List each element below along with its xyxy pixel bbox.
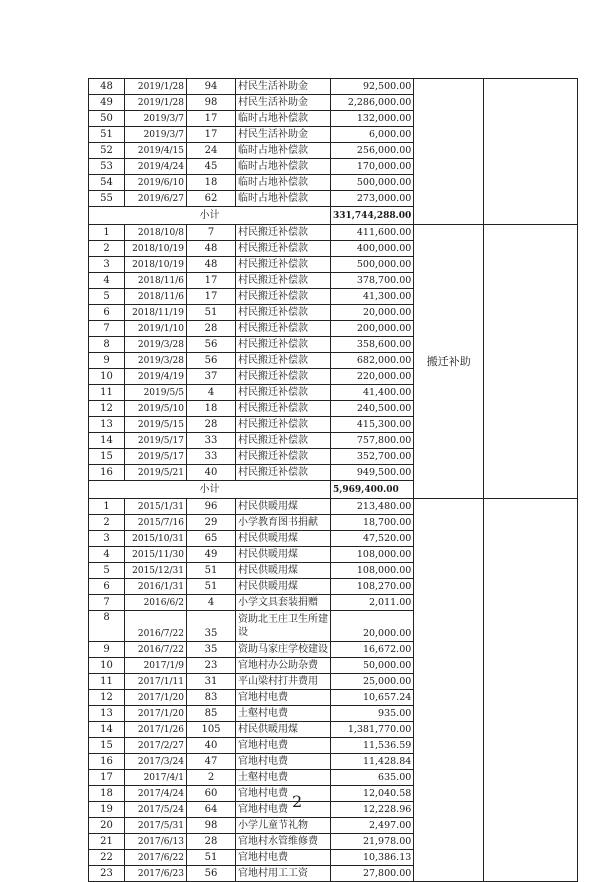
date-cell: 2015/7/16 [125,515,187,531]
voucher-number-cell: 60 [187,786,236,802]
date-cell: 2017/1/20 [125,690,187,706]
amount-cell: 757,800.00 [331,433,414,449]
amount-cell: 378,700.00 [331,273,414,289]
summary-cell: 官地村电费 [236,754,331,770]
amount-cell: 12,040.58 [331,786,414,802]
voucher-number-cell: 98 [187,818,236,834]
subtotal-label: 小计 [89,481,331,499]
amount-cell: 20,000.00 [331,305,414,321]
amount-cell: 92,500.00 [331,79,414,95]
amount-cell: 50,000.00 [331,658,414,674]
date-cell: 2019/6/27 [125,191,187,207]
summary-cell: 临时占地补偿款 [236,191,331,207]
amount-cell: 220,000.00 [331,369,414,385]
voucher-number-cell: 17 [187,289,236,305]
date-cell: 2015/11/30 [125,547,187,563]
date-cell: 2019/3/7 [125,127,187,143]
row-number-cell: 20 [89,818,125,834]
date-cell: 2016/6/2 [125,595,187,611]
summary-cell: 临时占地补偿款 [236,175,331,191]
row-number-cell: 51 [89,127,125,143]
row-number-cell: 5 [89,563,125,579]
amount-cell: 682,000.00 [331,353,414,369]
date-cell: 2017/1/26 [125,722,187,738]
row-number-cell: 52 [89,143,125,159]
voucher-number-cell: 51 [187,579,236,595]
summary-cell: 平山梁村打井费用 [236,674,331,690]
date-cell: 2018/10/19 [125,257,187,273]
row-number-cell: 54 [89,175,125,191]
summary-cell: 村民生活补助金 [236,127,331,143]
page-number: 2 [292,792,303,811]
voucher-number-cell: 56 [187,866,236,882]
date-cell: 2016/1/31 [125,579,187,595]
amount-cell: 20,000.00 [331,611,414,642]
amount-cell: 108,000.00 [331,547,414,563]
voucher-number-cell: 2 [187,770,236,786]
row-number-cell: 1 [89,499,125,515]
row-number-cell: 48 [89,79,125,95]
date-cell: 2019/4/19 [125,369,187,385]
row-number-cell: 6 [89,305,125,321]
amount-cell: 200,000.00 [331,321,414,337]
voucher-number-cell: 49 [187,547,236,563]
amount-cell: 12,228.96 [331,802,414,818]
voucher-number-cell: 51 [187,305,236,321]
table-row [89,225,578,241]
amount-cell: 411,600.00 [331,225,414,241]
voucher-number-cell: 28 [187,417,236,433]
row-number-cell: 3 [89,531,125,547]
amount-cell: 400,000.00 [331,241,414,257]
voucher-number-cell: 28 [187,834,236,850]
category-cell [414,499,484,882]
summary-cell: 村民生活补助金 [236,95,331,111]
row-number-cell: 21 [89,834,125,850]
summary-cell: 村民搬迁补偿款 [236,449,331,465]
summary-cell: 村民供暖用煤 [236,579,331,595]
voucher-number-cell: 48 [187,257,236,273]
voucher-number-cell: 18 [187,401,236,417]
voucher-number-cell: 28 [187,321,236,337]
subtotal-label: 小计 [89,207,331,225]
summary-cell: 村民搬迁补偿款 [236,401,331,417]
summary-cell: 官地村水管维修费 [236,834,331,850]
summary-cell: 村民供暖用煤 [236,547,331,563]
row-number-cell: 9 [89,353,125,369]
date-cell: 2019/4/24 [125,159,187,175]
summary-cell: 村民生活补助金 [236,79,331,95]
amount-cell: 6,000.00 [331,127,414,143]
amount-cell: 935.00 [331,706,414,722]
summary-cell: 村民供暖用煤 [236,531,331,547]
amount-cell: 108,000.00 [331,563,414,579]
voucher-number-cell: 4 [187,385,236,401]
summary-cell: 临时占地补偿款 [236,111,331,127]
category-cell [414,79,484,225]
summary-cell: 官地村电费 [236,738,331,754]
date-cell: 2019/3/28 [125,337,187,353]
summary-cell: 土壑村电费 [236,770,331,786]
row-number-cell: 7 [89,595,125,611]
date-cell: 2018/10/8 [125,225,187,241]
row-number-cell: 11 [89,674,125,690]
amount-cell: 132,000.00 [331,111,414,127]
amount-cell: 358,600.00 [331,337,414,353]
voucher-number-cell: 83 [187,690,236,706]
row-number-cell: 6 [89,579,125,595]
row-number-cell: 14 [89,722,125,738]
subtotal-amount: 331,744,288.00 [331,207,414,225]
date-cell: 2017/1/20 [125,706,187,722]
date-cell: 2017/6/13 [125,834,187,850]
date-cell: 2016/7/22 [125,642,187,658]
summary-cell: 土壑村电费 [236,706,331,722]
voucher-number-cell: 17 [187,111,236,127]
amount-cell: 213,480.00 [331,499,414,515]
summary-cell: 官地村电费 [236,786,331,802]
date-cell: 2018/10/19 [125,241,187,257]
voucher-number-cell: 33 [187,449,236,465]
date-cell: 2015/1/31 [125,499,187,515]
date-cell: 2019/4/15 [125,143,187,159]
summary-cell: 村民搬迁补偿款 [236,369,331,385]
voucher-number-cell: 4 [187,595,236,611]
date-cell: 2015/10/31 [125,531,187,547]
voucher-number-cell: 40 [187,465,236,481]
summary-cell: 临时占地补偿款 [236,159,331,175]
voucher-number-cell: 24 [187,143,236,159]
summary-cell: 官地村电费 [236,690,331,706]
date-cell: 2018/11/19 [125,305,187,321]
row-number-cell: 13 [89,706,125,722]
row-number-cell: 50 [89,111,125,127]
date-cell: 2015/12/31 [125,563,187,579]
voucher-number-cell: 98 [187,95,236,111]
voucher-number-cell: 47 [187,754,236,770]
summary-cell: 小学文具套装捐赠 [236,595,331,611]
summary-cell: 村民搬迁补偿款 [236,337,331,353]
row-number-cell: 9 [89,642,125,658]
row-number-cell: 22 [89,850,125,866]
summary-cell: 村民搬迁补偿款 [236,257,331,273]
date-cell: 2016/7/22 [125,611,187,642]
voucher-number-cell: 7 [187,225,236,241]
voucher-number-cell: 48 [187,241,236,257]
table-row [89,79,578,95]
amount-cell: 352,700.00 [331,449,414,465]
summary-cell: 官地村用工工资 [236,866,331,882]
summary-cell: 村民搬迁补偿款 [236,241,331,257]
voucher-number-cell: 62 [187,191,236,207]
date-cell: 2017/2/27 [125,738,187,754]
amount-cell: 2,286,000.00 [331,95,414,111]
row-number-cell: 13 [89,417,125,433]
subtotal-amount: 5,969,400.00 [331,481,414,499]
date-cell: 2018/11/6 [125,289,187,305]
amount-cell: 41,300.00 [331,289,414,305]
row-number-cell: 1 [89,225,125,241]
amount-cell: 500,000.00 [331,175,414,191]
summary-cell: 小学儿童节礼物 [236,818,331,834]
summary-cell: 资助马家庄学校建设 [236,642,331,658]
row-number-cell: 5 [89,289,125,305]
voucher-number-cell: 94 [187,79,236,95]
table-row [89,499,578,515]
row-number-cell: 14 [89,433,125,449]
date-cell: 2019/5/15 [125,417,187,433]
date-cell: 2019/5/21 [125,465,187,481]
summary-cell: 村民搬迁补偿款 [236,465,331,481]
voucher-number-cell: 35 [187,642,236,658]
date-cell: 2019/5/5 [125,385,187,401]
summary-cell: 官地村办公助杂费 [236,658,331,674]
summary-cell: 村民搬迁补偿款 [236,353,331,369]
amount-cell: 47,520.00 [331,531,414,547]
amount-cell: 170,000.00 [331,159,414,175]
remarks-cell [484,225,578,499]
ledger-table [88,78,578,882]
row-number-cell: 15 [89,738,125,754]
date-cell: 2017/5/31 [125,818,187,834]
date-cell: 2019/5/17 [125,433,187,449]
date-cell: 2017/1/9 [125,658,187,674]
row-number-cell: 17 [89,770,125,786]
amount-cell: 635.00 [331,770,414,786]
voucher-number-cell: 40 [187,738,236,754]
summary-cell: 村民搬迁补偿款 [236,417,331,433]
row-number-cell: 16 [89,754,125,770]
row-number-cell: 49 [89,95,125,111]
voucher-number-cell: 45 [187,159,236,175]
voucher-number-cell: 56 [187,337,236,353]
row-number-cell: 8 [89,337,125,353]
summary-cell: 村民供暖用煤 [236,563,331,579]
remarks-cell [484,79,578,225]
amount-cell: 1,381,770.00 [331,722,414,738]
row-number-cell: 53 [89,159,125,175]
voucher-number-cell: 96 [187,499,236,515]
date-cell: 2018/11/6 [125,273,187,289]
voucher-number-cell: 33 [187,433,236,449]
date-cell: 2019/6/10 [125,175,187,191]
voucher-number-cell: 56 [187,353,236,369]
date-cell: 2019/5/17 [125,449,187,465]
date-cell: 2019/3/28 [125,353,187,369]
row-number-cell: 3 [89,257,125,273]
summary-cell: 村民搬迁补偿款 [236,385,331,401]
date-cell: 2017/4/24 [125,786,187,802]
amount-cell: 240,500.00 [331,401,414,417]
amount-cell: 41,400.00 [331,385,414,401]
date-cell: 2017/1/11 [125,674,187,690]
summary-cell: 村民搬迁补偿款 [236,225,331,241]
amount-cell: 10,657.24 [331,690,414,706]
category-cell: 搬迁补助 [414,225,484,499]
amount-cell: 2,011.00 [331,595,414,611]
voucher-number-cell: 85 [187,706,236,722]
row-number-cell: 18 [89,786,125,802]
summary-cell: 村民搬迁补偿款 [236,305,331,321]
amount-cell: 16,672.00 [331,642,414,658]
amount-cell: 21,978.00 [331,834,414,850]
voucher-number-cell: 51 [187,850,236,866]
voucher-number-cell: 29 [187,515,236,531]
amount-cell: 108,270.00 [331,579,414,595]
voucher-number-cell: 37 [187,369,236,385]
date-cell: 2019/1/28 [125,79,187,95]
amount-cell: 18,700.00 [331,515,414,531]
amount-cell: 415,300.00 [331,417,414,433]
date-cell: 2017/6/22 [125,850,187,866]
amount-cell: 11,536.59 [331,738,414,754]
amount-cell: 2,497.00 [331,818,414,834]
voucher-number-cell: 31 [187,674,236,690]
voucher-number-cell: 51 [187,563,236,579]
amount-cell: 500,000.00 [331,257,414,273]
amount-cell: 25,000.00 [331,674,414,690]
voucher-number-cell: 17 [187,273,236,289]
summary-cell: 官地村电费 [236,802,331,818]
remarks-cell [484,499,578,882]
row-number-cell: 12 [89,401,125,417]
amount-cell: 273,000.00 [331,191,414,207]
date-cell: 2019/3/7 [125,111,187,127]
summary-cell: 村民供暖用煤 [236,499,331,515]
row-number-cell: 8 [89,611,125,642]
row-number-cell: 2 [89,241,125,257]
row-number-cell: 7 [89,321,125,337]
amount-cell: 27,800.00 [331,866,414,882]
voucher-number-cell: 105 [187,722,236,738]
amount-cell: 949,500.00 [331,465,414,481]
date-cell: 2017/3/24 [125,754,187,770]
date-cell: 2019/1/28 [125,95,187,111]
summary-cell: 官地村电费 [236,850,331,866]
row-number-cell: 15 [89,449,125,465]
amount-cell: 11,428.84 [331,754,414,770]
date-cell: 2019/1/10 [125,321,187,337]
row-number-cell: 12 [89,690,125,706]
voucher-number-cell: 18 [187,175,236,191]
summary-cell: 小学教育图书捐献 [236,515,331,531]
voucher-number-cell: 17 [187,127,236,143]
summary-cell: 村民搬迁补偿款 [236,321,331,337]
row-number-cell: 19 [89,802,125,818]
voucher-number-cell: 23 [187,658,236,674]
row-number-cell: 2 [89,515,125,531]
amount-cell: 10,386.13 [331,850,414,866]
row-number-cell: 16 [89,465,125,481]
summary-cell: 村民供暖用煤 [236,722,331,738]
row-number-cell: 23 [89,866,125,882]
row-number-cell: 4 [89,547,125,563]
voucher-number-cell: 35 [187,611,236,642]
date-cell: 2017/6/23 [125,866,187,882]
date-cell: 2017/5/24 [125,802,187,818]
voucher-number-cell: 64 [187,802,236,818]
date-cell: 2019/5/10 [125,401,187,417]
date-cell: 2017/4/1 [125,770,187,786]
summary-cell: 村民搬迁补偿款 [236,289,331,305]
summary-cell: 村民搬迁补偿款 [236,433,331,449]
summary-cell: 村民搬迁补偿款 [236,273,331,289]
voucher-number-cell: 65 [187,531,236,547]
amount-cell: 256,000.00 [331,143,414,159]
row-number-cell: 10 [89,658,125,674]
row-number-cell: 10 [89,369,125,385]
row-number-cell: 11 [89,385,125,401]
summary-cell: 临时占地补偿款 [236,143,331,159]
row-number-cell: 55 [89,191,125,207]
row-number-cell: 4 [89,273,125,289]
summary-cell: 资助北王庄卫生所建设 [236,611,331,642]
